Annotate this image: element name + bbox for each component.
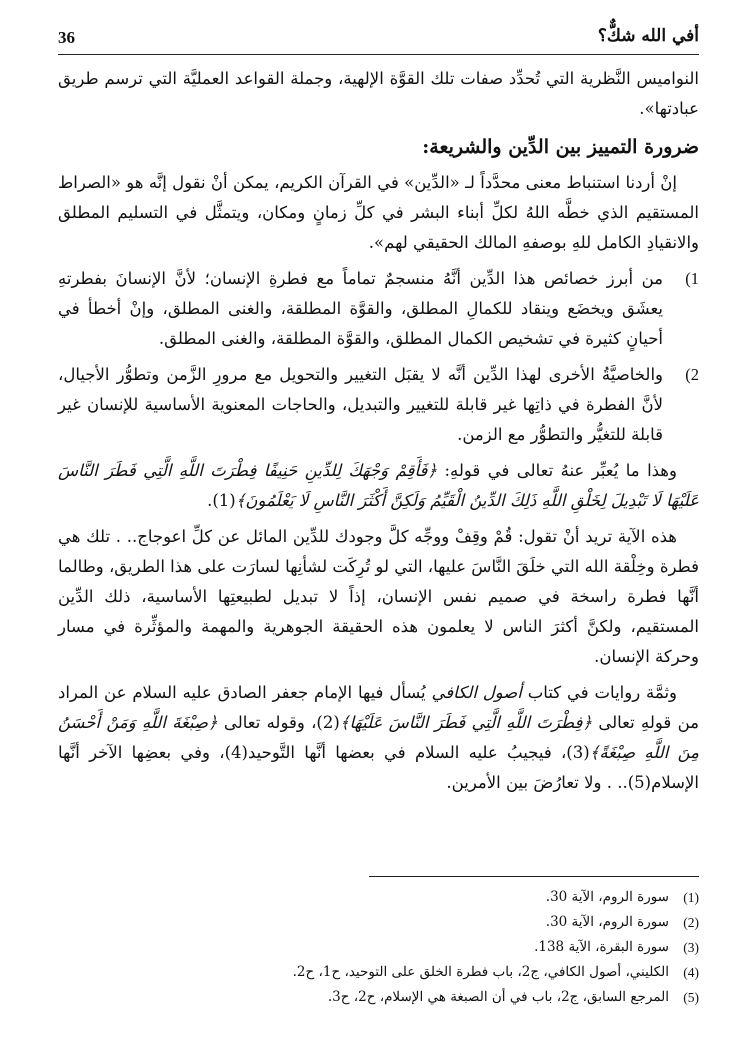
footnote-text: الكليني، أصول الكافي، ج2، باب فطرة الخلق على التوحيد، ح1، ح2. [292, 964, 669, 980]
paragraph-5-part-c: (2)، وقوله تعالى [217, 713, 340, 732]
footnote-item [58, 885, 699, 910]
paragraph-5-part-d: (3)، فيجيبُ عليه السلام في بعضها أنَّها التَّوحيد(4)، وفي بعضِها الآخر أنَّها الإسلام(5).. . ولا تعارُضَ بين الأمرين. [58, 743, 699, 792]
footnote-text: سورة البقرة، الآية 138. [534, 939, 669, 955]
page-header [58, 26, 699, 55]
footnote-item [58, 985, 699, 1010]
footnote-text: المرجع السابق، ج2، باب في أن الصبغة هي الإسلام، ح2، ح3. [327, 989, 669, 1005]
section-heading: ضرورة التمييز بين الدِّين والشريعة: [422, 136, 699, 158]
list-text: والخاصيَّةُ الأخرى لهذا الدِّين أنَّه لا يقبَل التغيير والتحويل مع مرورِ الزَّمن وتطوُّر الأجيال، لأنَّ الفطرة في ذاتِها غير قابلة للتغيير والتبديل، والحاجات المعنوية الأساسية للإنسان غير قابلة للتغيُّر والتطوُّر مع الزمن. [58, 365, 663, 444]
quran-verse: ﴿صِبْغَةَ اللَّهِ وَمَنْ أَحْسَنُ مِنَ اللَّهِ صِبْغَةً﴾ [58, 713, 699, 762]
quran-verse: ﴿فَأَقِمْ وَجْهَكَ لِلدِّينِ حَنِيفًا فِطْرَتَ اللَّهِ الَّتِي فَطَرَ النَّاسَ عَلَيْهَا لَا تَبْدِيلَ لِخَلْقِ اللَّهِ ذَلِكَ الدِّينُ الْقَيِّمُ وَلَكِنَّ أَكْثَرَ النَّاسِ لَا يَعْلَمُونَ﴾ [58, 461, 699, 510]
paragraph-1: النواميس النَّظرية التي تُحدِّد صفات تلك القوَّة الإلهية، وجملة القواعد العمليَّة التي ترسم طريق عبادتها». [58, 69, 699, 118]
footnote-divider [369, 876, 699, 877]
footnote-number: (2) [683, 915, 699, 930]
paragraph-5-part-b: يُسأل فيها الإمام جعفر الصادق عليه السلام عن المراد من قولهِ تعالى [58, 683, 699, 732]
footnote-item [58, 910, 699, 935]
footnote-text: سورة الروم، الآية 30. [545, 914, 669, 930]
paragraph-3-intro: وهذا ما يُعبِّر عنهُ تعالى في قولهِ: [437, 461, 677, 480]
list-number: 2) [685, 365, 699, 384]
footnote-item [58, 935, 699, 960]
paragraph-2: إنْ أردنا استنباط معنى محدَّداً لـ «الدِّين» في القرآن الكريم، يمكن أنْ نقول إنَّه هو «الصراط المستقيم الذي خطَّه اللهُ لكلِّ أبناء البشر في كلِّ زمانٍ ومكان، ويتمثَّل في التسليم المطلق والانقيادِ الكامل للهِ بوصفهِ المالك الحقيقي لهم». [58, 173, 699, 252]
quran-verse: ﴿فِطْرَتَ اللَّهِ الَّتِي فَطَرَ النَّاسَ عَلَيْهَا﴾ [339, 713, 593, 732]
paragraph-4: هذه الآية تريد أنْ تقول: قُمْ وقِفْ ووجِّه كلَّ وجودك للدِّين المائل عن كلِّ اعوجاج.. . تلك هي فطرة وخِلْقة الله التي خلَقَ النَّاسَ عليها، التي لو تُرِكَت لشأنِها لسارَت على هذا الطريق، وطالما أنَّها فطرة راسخة في صميم نفس الإنسان، إذاً لا تبديل لطبيعتِها الأساسية، ذلك الدِّين المستقيم، ولكنَّ أكثرَ الناس لا يعلمون هذه الحقيقة الجوهرية والمهمة والمؤثِّرة في مسار وحركة الإنسان. [58, 527, 699, 666]
paragraph-5-part-a: وثمَّة روايات في كتاب [521, 683, 678, 702]
footnotes [58, 876, 699, 1010]
list-number: 1) [685, 269, 699, 288]
footnote-number: (1) [683, 890, 699, 905]
footnote-text: سورة الروم، الآية 30. [545, 889, 669, 905]
list-item-2 [58, 360, 699, 450]
footnote-number: (4) [683, 965, 699, 980]
body-text [58, 64, 699, 804]
book-title: أصول الكافي [431, 683, 522, 702]
running-title: أفي الله شكٌّ؟ [597, 26, 699, 46]
list-item-1 [58, 264, 699, 354]
footnote-ref: (1). [207, 491, 236, 510]
footnote-item [58, 960, 699, 985]
footnote-number: (3) [683, 940, 699, 955]
footnote-number: (5) [683, 990, 699, 1005]
page-number: 36 [58, 28, 75, 47]
paragraph-3 [58, 456, 699, 516]
list-text: من أبرز خصائص هذا الدِّين أنَّهُ منسجمٌ تماماً مع فطرةِ الإنسان؛ لأنَّ الإنسانَ بفطرتهِ يعشَق ويخضَع وينقاد للكمالِ المطلق، والقوَّة المطلقة، والغنى المطلق، وإنْ أخطأ في أحيانٍ كثيرة في تشخيص الكمال المطلق، والقوَّة المطلقة، والغنى المطلق. [58, 269, 663, 348]
paragraph-5 [58, 678, 699, 798]
